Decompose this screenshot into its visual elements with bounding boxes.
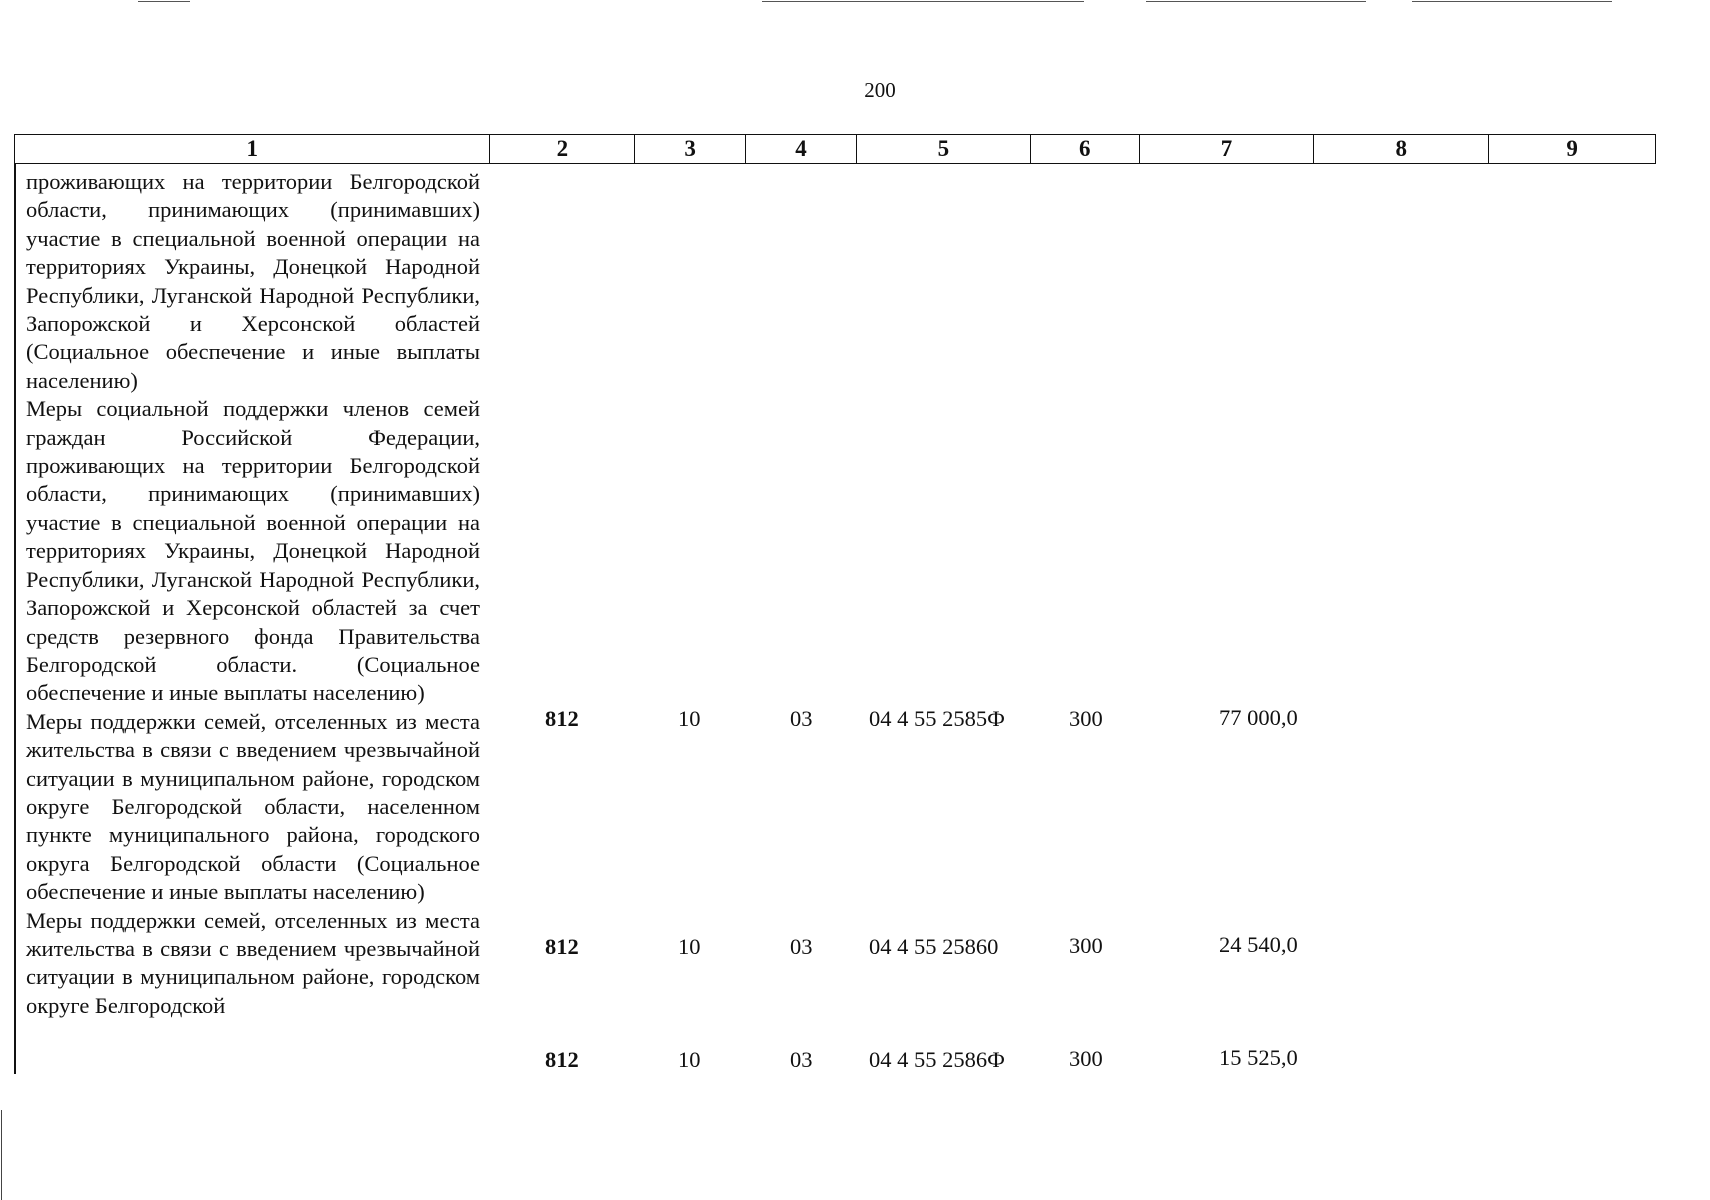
scan-artifact-line [1412,1,1612,2]
row-2-col4: 03 [790,706,813,731]
row-4-col5: 04 4 55 2586Ф [869,1047,1005,1072]
scan-artifact-line [1146,1,1366,2]
row-4-col2: 812 [545,1047,579,1072]
header-cell-5: 5 [857,135,1031,163]
row-4-description: Меры поддержки семей, отселенных из места жительства в связи с введением чрезвычайной ситуации в муниципальном районе, городском округе Белгородской [26,907,480,1018]
header-cell-2: 2 [490,135,635,163]
row-3-col3: 10 [678,934,701,959]
row-4-col4: 03 [790,1047,813,1072]
row-2-description: Меры социальной поддержки членов семей граждан Российской Федерации, проживающих на территории Белгородской области, принимающих (принимавших) участие в специальной военной операции на территориях Украины, Донецкой Народной Республики, Луганской Народной Республики, Запорожской и Херсонской областей за счет средств резервного фонда Правительства Белгородской области. (Социальное обеспечение и иные выплаты населению) [26,396,480,706]
row-1-description: проживающих на территории Белгородской области, принимающих (принимавших) участие в специальной военной операции на территориях Украины, Донецкой Народной Республики, Луганской Народной Республики, Запорожской и Херсонской областей (Социальное обеспечение и иные выплаты населению) [26,169,480,393]
row-3-col6: 300 [1069,933,1103,958]
row-4-col3: 10 [678,1047,701,1072]
row-2-col5: 04 4 55 2585Ф [869,706,1005,731]
table-left-border [14,164,16,1074]
header-cell-7: 7 [1140,135,1315,163]
row-4-col6: 300 [1069,1046,1103,1071]
scan-edge-mark [1,1110,2,1200]
row-2-col7: 77 000,0 [1219,705,1298,730]
row-3-description: Меры поддержки семей, отселенных из места жительства в связи с введением чрезвычайной ситуации в муниципальном районе, городском округе Белгородской области, населенном пункте муниципального района, городского округа Белгородской области (Социальное обеспечение и иные выплаты населению) [26,708,480,905]
table-header-row [14,134,1656,164]
header-cell-1: 1 [15,135,490,163]
page-number: 200 [864,78,896,102]
row-2-col3: 10 [678,706,701,731]
row-2-col6: 300 [1069,706,1103,731]
row-3-col7: 24 540,0 [1219,932,1298,957]
header-cell-6: 6 [1031,135,1140,163]
header-cell-4: 4 [746,135,857,163]
scan-artifact-line [762,1,1084,2]
row-3-col5: 04 4 55 25860 [869,934,999,959]
row-3-col4: 03 [790,934,813,959]
header-cell-3: 3 [635,135,746,163]
scan-artifact-line [138,1,190,2]
header-cell-8: 8 [1314,135,1489,163]
row-3-col2: 812 [545,934,579,959]
row-2-col2: 812 [545,706,579,731]
table-body-column-1 [26,168,480,1020]
row-4-col7: 15 525,0 [1219,1045,1298,1070]
header-cell-9: 9 [1566,136,1578,161]
